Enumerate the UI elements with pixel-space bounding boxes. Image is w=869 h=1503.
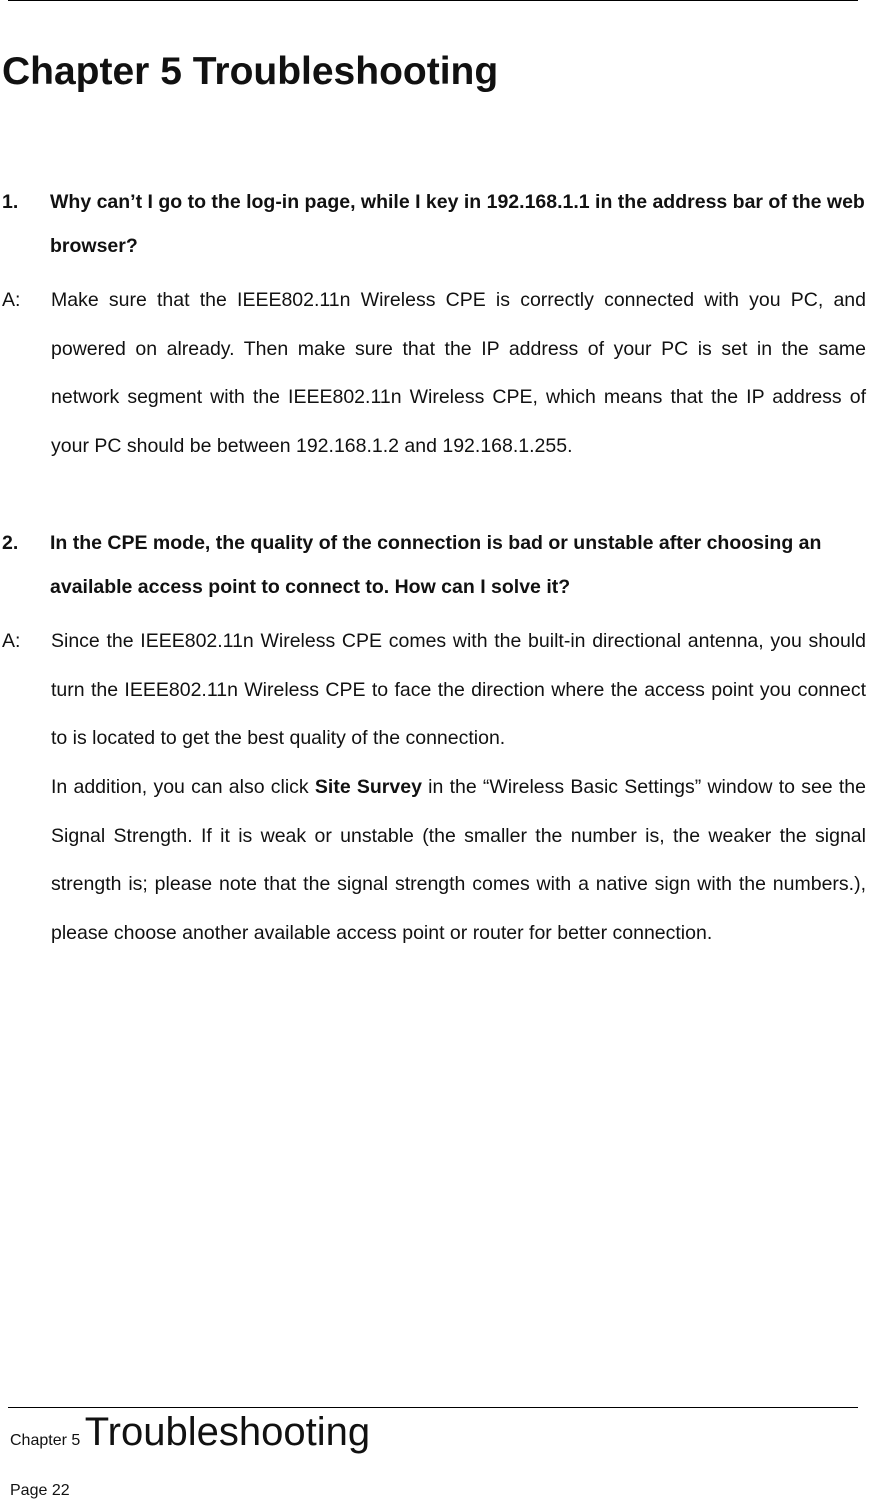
site-survey-term: Site Survey <box>314 776 422 798</box>
answer-text: Since the IEEE802.11n Wireless CPE comes with the built-in directional antenna, you should turn the IEEE802.11n Wireless CPE to face the direction where the access point you connect to is located to get the best quality of the connection. <box>51 630 866 749</box>
top-rule <box>8 0 858 1</box>
question-text: Why can’t I go to the log-in page, while I key in 192.168.1.1 in the address bar of the web browser? <box>50 191 865 257</box>
answer-label: A: <box>2 289 21 311</box>
footer-chapter <box>10 1410 370 1455</box>
question-text: In the CPE mode, the quality of the connection is bad or unstable after choosing an available access point to connect to. How can I solve it? <box>50 532 822 598</box>
footer-chapter-title: Troubleshooting <box>84 1410 371 1454</box>
question-number: 2. <box>2 532 19 554</box>
answer-label: A: <box>2 630 21 652</box>
footer-rule <box>8 1407 858 1408</box>
chapter-title: Chapter 5 Troubleshooting <box>2 50 499 93</box>
answer-paragraph <box>51 763 866 957</box>
answer-text: Make sure that the IEEE802.11n Wireless CPE is correctly connected with you PC, and powered on already. Then make sure that the IP address of your PC is set in the same network segment with the IEEE802.11n Wireless CPE, which means that the IP address of your PC should be between 192.168.1.2 and 192.168.1.255. <box>51 289 866 457</box>
question-number: 1. <box>2 191 19 213</box>
answer-text-before: In addition, you can also click <box>51 776 315 798</box>
footer-chapter-label: Chapter 5 <box>10 1432 81 1449</box>
page-number: Page 22 <box>10 1482 70 1499</box>
answer-text-after: in the “Wireless Basic Settings” window to see the Signal Strength. If it is weak or unstable (the smaller the number is, the weaker the signal strength is; please note that the signal strength comes with a native sign with the numbers.), please choose another available access point or router for better connection. <box>51 776 866 944</box>
